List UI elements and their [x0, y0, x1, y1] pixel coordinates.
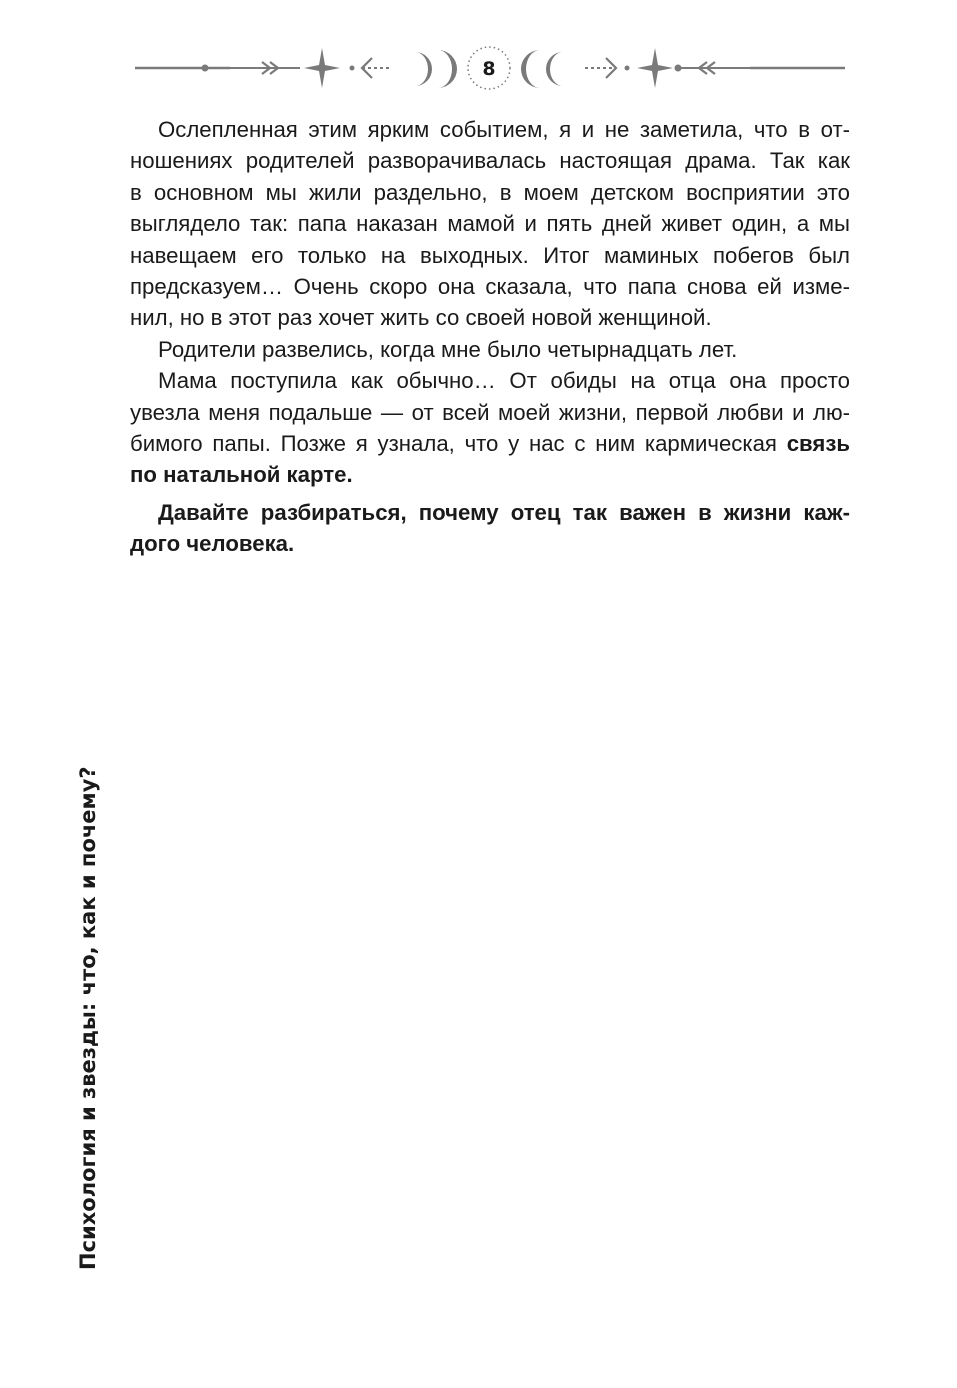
text-line: ношениях родителей разворачивалась настоящая драма. Так как	[130, 148, 850, 174]
paragraph-4	[130, 497, 850, 560]
text-line: Родители развелись, когда мне было четырнадцать лет.	[158, 336, 738, 362]
text-line	[130, 428, 850, 459]
text-line: выглядело так: папа наказан мамой и пять дней живет один, а мы	[130, 211, 850, 237]
crescent-moon-icon	[521, 50, 540, 88]
crescent-moon-icon	[415, 52, 432, 86]
paragraph-1	[130, 114, 850, 334]
text-line: в основном мы жили раздельно, в моем детском восприятии это	[130, 179, 850, 205]
text-line: нил, но в этот раз хочет жить со своей новой женщиной.	[130, 305, 712, 331]
ornament-star-right-icon	[637, 48, 673, 88]
page-number: 8	[482, 58, 496, 80]
text-segment: бимого папы. Позже я узнала, что у нас с ним кармическая	[130, 431, 787, 457]
crescent-moon-icon	[546, 52, 563, 86]
ornament-star-left-icon	[304, 48, 340, 88]
text-line: увезла меня подальше — от всей моей жизни, первой любви и лю-	[130, 399, 850, 425]
spine-book-title: Психология и звезды: что, как и почему?	[76, 766, 100, 1270]
paragraph-3	[130, 365, 850, 491]
bold-text-segment: связь	[786, 431, 850, 457]
text-line: Давайте разбираться, почему отец так важен в жизни каж-	[158, 499, 850, 525]
ornament-dot	[625, 66, 629, 70]
text-line: дого человека.	[130, 531, 295, 557]
text-line: Мама поступила как обычно… От обиды на отца она просто	[158, 368, 850, 394]
ornament-dot	[202, 65, 208, 71]
text-line: по натальной карте.	[130, 462, 353, 488]
body-text	[130, 114, 850, 560]
text-line: Ослепленная этим ярким событием, я и не заметила, что в от-	[158, 117, 850, 142]
crescent-moon-icon	[438, 50, 457, 88]
paragraph-2	[130, 334, 850, 365]
text-line: предсказуем… Очень скоро она сказала, что папа снова ей изме-	[130, 274, 850, 300]
ornament-dot	[350, 66, 354, 70]
text-line: навещаем его только на выходных. Итог маминых побегов был	[130, 242, 850, 268]
